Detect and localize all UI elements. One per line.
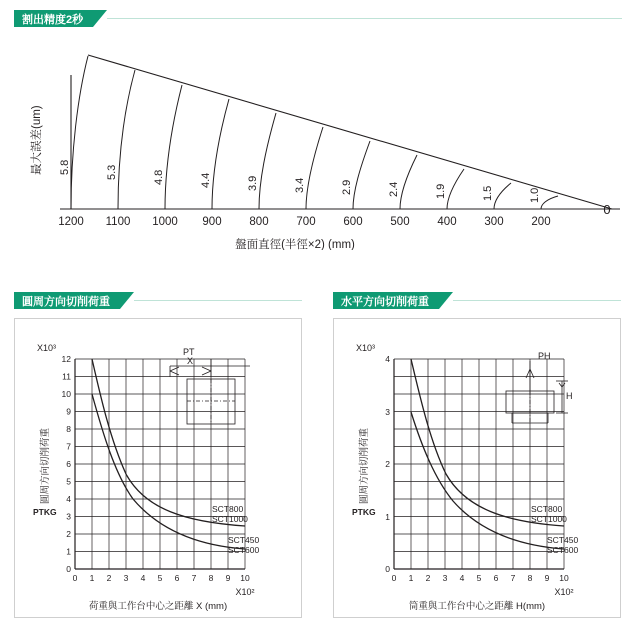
- circumferential-chart-frame: [14, 318, 302, 618]
- x-tick-label: 0: [603, 202, 611, 217]
- value-label: 2.9: [341, 179, 353, 195]
- x-tick-label: 5: [157, 573, 163, 583]
- y-axis-label: 圓周方向切削荷重: [40, 427, 51, 504]
- y-unit-label: X10³: [37, 343, 57, 353]
- x-tick-label: 1000: [152, 216, 178, 228]
- ptkg-label: PTKG: [352, 507, 376, 517]
- x-tick-label: 9: [225, 573, 231, 583]
- section-header-horizontal: [333, 292, 621, 309]
- y-tick-label: 2: [385, 459, 390, 469]
- value-label: 1.0: [529, 187, 541, 203]
- value-label: 5.8: [59, 159, 71, 175]
- banner-rule: [134, 300, 302, 301]
- circumferential-load-plot: [15, 319, 301, 617]
- value-label: 2.4: [388, 181, 400, 197]
- value-label: 3.4: [294, 177, 306, 193]
- x-tick-label: 7: [191, 573, 197, 583]
- y-unit-label: X10³: [356, 343, 376, 353]
- x-axis-label: 荷重與工作台中心之距離 X (mm): [88, 601, 228, 612]
- indexing-accuracy-plot: [0, 0, 635, 250]
- horizontal-load-plot: [334, 319, 620, 617]
- x-tick-label: 5: [476, 573, 482, 583]
- y-tick-label: 9: [66, 406, 71, 417]
- x-tick-label: 2: [106, 573, 112, 583]
- series-curve-sct800: [92, 359, 245, 526]
- x-tick-label: 4: [459, 573, 465, 583]
- x-tick-label: 900: [202, 216, 222, 228]
- series-label: SCT800: [212, 504, 244, 514]
- y-tick-label: 11: [62, 371, 71, 382]
- banner-tail-icon: [120, 292, 134, 309]
- horizontal-load-panel: [333, 292, 621, 618]
- x-unit-label: X10²: [235, 587, 255, 597]
- load-diagram: [170, 359, 250, 424]
- x-tick-label: 6: [174, 573, 180, 583]
- series-label: SCT1000: [531, 514, 567, 524]
- x-tick-label: 4: [140, 573, 146, 583]
- x-tick-label: 200: [531, 216, 551, 228]
- x-axis-label: 筒重與工作台中心之距離 H(mm): [408, 601, 546, 612]
- series-curve-sct450: [92, 394, 245, 549]
- series-curve-sct800: [411, 359, 564, 526]
- value-label: 1.5: [482, 185, 494, 201]
- series-curve-sct450: [411, 412, 564, 549]
- x-tick-label: 700: [296, 216, 316, 228]
- x-tick-label: 8: [527, 573, 533, 583]
- value-label: 3.9: [247, 175, 259, 191]
- x-tick-label: 1100: [105, 216, 131, 228]
- x-tick-label: 7: [510, 573, 516, 583]
- x-tick-label: 10: [559, 573, 569, 583]
- x-tick-label: 0: [391, 573, 397, 583]
- value-label: 1.9: [435, 183, 447, 199]
- banner-rule: [107, 18, 622, 19]
- value-label: 5.3: [106, 164, 118, 180]
- x-tick-label: 3: [442, 573, 448, 583]
- banner-tail-icon: [93, 10, 107, 27]
- section-title-circumferential: 圓周方向切削荷重: [22, 295, 110, 308]
- section-header-circumferential: [14, 292, 302, 309]
- x-tick-label: 400: [437, 216, 457, 228]
- y-tick-label: 5: [66, 476, 71, 487]
- y-tick-label: 6: [66, 459, 71, 469]
- section-header-indexing: [14, 10, 622, 27]
- section-title-horizontal: 水平方向切削荷重: [341, 295, 429, 308]
- y-tick-label: 4: [66, 494, 71, 504]
- series-label: SCT600: [547, 545, 579, 555]
- x-tick-label: 800: [249, 216, 269, 228]
- horizontal-chart-frame: [333, 318, 621, 618]
- x-tick-label: 0: [72, 573, 78, 583]
- x-tick-label: 10: [240, 573, 250, 583]
- y-tick-label: 1: [66, 546, 71, 557]
- load-diagram: [506, 361, 568, 423]
- value-label: 4.8: [153, 169, 165, 185]
- y-tick-label: 7: [66, 441, 71, 452]
- x-tick-label: 3: [123, 573, 129, 583]
- y-tick-label: 8: [66, 424, 71, 434]
- x-tick-label: 2: [425, 573, 431, 583]
- y-tick-label: 1: [385, 512, 390, 522]
- x-tick-label: 1200: [58, 216, 84, 228]
- x-tick-label: 9: [544, 573, 550, 583]
- series-label: SCT450: [228, 535, 260, 545]
- diagram-dim-h: H: [566, 391, 573, 401]
- series-label: SCT600: [228, 545, 260, 555]
- y-tick-label: 2: [66, 529, 71, 539]
- banner-rule: [453, 300, 621, 301]
- indexing-accuracy-chart: [0, 0, 635, 268]
- section-title-indexing: 割出精度2秒: [22, 13, 84, 26]
- series-label: SCT1000: [212, 514, 248, 524]
- series-label: SCT450: [547, 535, 579, 545]
- x-tick-label: 300: [484, 216, 504, 228]
- x-tick-label: 8: [208, 573, 214, 583]
- y-tick-label: 10: [61, 389, 71, 399]
- series-label: SCT800: [531, 504, 563, 514]
- banner-tail-icon: [439, 292, 453, 309]
- y-tick-label: 3: [385, 407, 390, 417]
- x-tick-label: 6: [493, 573, 499, 583]
- y-tick-label: 0: [385, 564, 390, 574]
- x-tick-label: 1: [89, 573, 95, 583]
- x-tick-label: 500: [390, 216, 410, 228]
- diagram-dim-ph: PH: [538, 351, 551, 361]
- x-unit-label: X10²: [554, 587, 574, 597]
- x-tick-label: 600: [343, 216, 363, 228]
- y-tick-label: 0: [66, 564, 71, 574]
- x-tick-label: 1: [408, 573, 414, 583]
- ptkg-label: PTKG: [33, 507, 57, 517]
- diagram-dim-pt: PT: [183, 347, 195, 357]
- circumferential-load-panel: [14, 292, 302, 618]
- y-tick-label: 3: [66, 511, 71, 522]
- y-tick-label: 12: [61, 354, 71, 364]
- value-label: 4.4: [200, 172, 212, 188]
- x-axis-label: 盤面直徑(半徑×2) (mm): [235, 239, 355, 250]
- y-axis-label: 圓周方向切削荷重: [359, 427, 370, 504]
- diagram-dim-x: X: [187, 356, 194, 366]
- y-tick-label: 4: [385, 354, 390, 364]
- y-axis-label: 最大誤差(um): [31, 105, 43, 175]
